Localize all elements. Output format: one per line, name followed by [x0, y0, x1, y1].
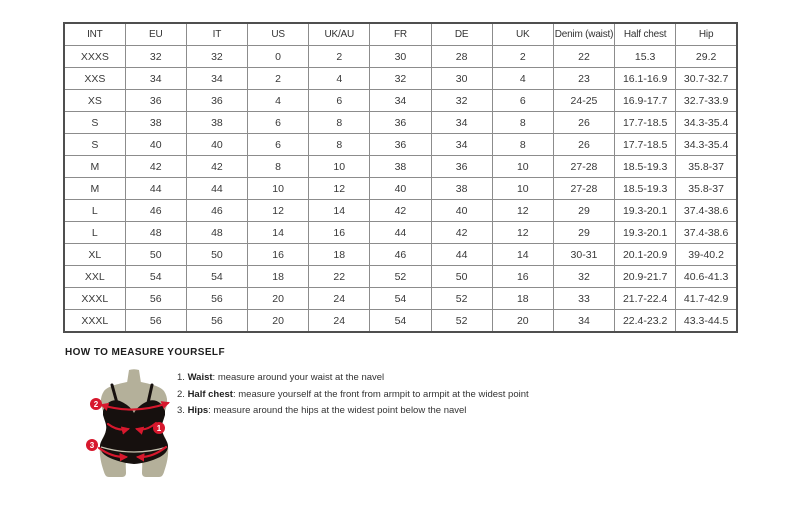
size-cell: 6 — [309, 90, 370, 112]
size-cell: 10 — [492, 178, 553, 200]
instruction-line — [177, 371, 657, 388]
table-row — [64, 90, 737, 112]
badge-half-chest — [90, 398, 102, 410]
size-cell: 15.3 — [615, 46, 676, 68]
size-cell: 56 — [186, 288, 247, 310]
size-cell: 35.8-37 — [676, 156, 737, 178]
size-cell: 26 — [553, 112, 614, 134]
mannequin-neck — [127, 369, 141, 383]
size-cell: XXS — [64, 68, 125, 90]
size-cell: 40.6-41.3 — [676, 266, 737, 288]
size-cell: 34 — [431, 112, 492, 134]
size-cell: 16 — [309, 222, 370, 244]
size-cell: 18.5-19.3 — [615, 156, 676, 178]
size-cell: 30 — [431, 68, 492, 90]
size-cell: 30-31 — [553, 244, 614, 266]
size-cell: 50 — [125, 244, 186, 266]
size-cell: 36 — [370, 134, 431, 156]
table-row — [64, 266, 737, 288]
column-header: Hip — [676, 23, 737, 46]
size-cell: 18 — [309, 244, 370, 266]
table-row — [64, 244, 737, 266]
table-body — [64, 46, 737, 333]
size-cell: 54 — [125, 266, 186, 288]
size-cell: 40 — [186, 134, 247, 156]
size-cell: 20.9-21.7 — [615, 266, 676, 288]
size-cell: 18.5-19.3 — [615, 178, 676, 200]
badge-hips — [86, 439, 98, 451]
size-cell: 42 — [370, 200, 431, 222]
size-cell: L — [64, 200, 125, 222]
column-header: US — [248, 23, 309, 46]
size-cell: 22 — [553, 46, 614, 68]
instruction-number: 3. — [177, 405, 188, 416]
size-cell: 20 — [492, 310, 553, 333]
size-cell: XXXS — [64, 46, 125, 68]
size-cell: 38 — [431, 178, 492, 200]
size-cell: 10 — [309, 156, 370, 178]
table-row — [64, 134, 737, 156]
table-row — [64, 68, 737, 90]
size-cell: 12 — [492, 200, 553, 222]
table-row — [64, 112, 737, 134]
size-cell: 38 — [186, 112, 247, 134]
size-cell: 48 — [125, 222, 186, 244]
instruction-text: : measure around your waist at the navel — [212, 372, 385, 383]
column-header: EU — [125, 23, 186, 46]
size-cell: 44 — [186, 178, 247, 200]
size-cell: 42 — [431, 222, 492, 244]
size-cell: 52 — [431, 310, 492, 333]
size-cell: 54 — [370, 310, 431, 333]
size-cell: S — [64, 134, 125, 156]
size-cell: 36 — [186, 90, 247, 112]
size-cell: 32 — [431, 90, 492, 112]
size-cell: 16 — [492, 266, 553, 288]
svg-text:3: 3 — [89, 441, 95, 450]
size-cell: 39-40.2 — [676, 244, 737, 266]
size-cell: M — [64, 178, 125, 200]
size-cell: 52 — [431, 288, 492, 310]
size-cell: 29 — [553, 200, 614, 222]
size-cell: 4 — [309, 68, 370, 90]
size-cell: 20.1-20.9 — [615, 244, 676, 266]
instruction-text: : measure around the hips at the widest point below the navel — [208, 405, 467, 416]
size-cell: 6 — [248, 112, 309, 134]
size-cell: XXL — [64, 266, 125, 288]
size-cell: 32 — [370, 68, 431, 90]
column-header: INT — [64, 23, 125, 46]
column-header: UK — [492, 23, 553, 46]
size-cell: 36 — [431, 156, 492, 178]
size-cell: 6 — [492, 90, 553, 112]
size-cell: 19.3-20.1 — [615, 200, 676, 222]
instruction-number: 2. — [177, 388, 188, 400]
instruction-text: : measure yourself at the front from armpit to armpit at the widest point — [232, 388, 529, 400]
size-cell: 46 — [186, 200, 247, 222]
size-cell: 26 — [553, 134, 614, 156]
size-cell: 44 — [431, 244, 492, 266]
size-cell: 18 — [248, 266, 309, 288]
table-row — [64, 222, 737, 244]
column-header: FR — [370, 23, 431, 46]
size-cell: 10 — [248, 178, 309, 200]
size-cell: 43.3-44.5 — [676, 310, 737, 333]
size-cell: 24 — [309, 310, 370, 333]
table-row — [64, 156, 737, 178]
size-cell: 50 — [431, 266, 492, 288]
measure-heading: HOW TO MEASURE YOURSELF — [65, 347, 225, 358]
size-cell: 32 — [125, 46, 186, 68]
size-cell: 42 — [186, 156, 247, 178]
size-cell: 46 — [370, 244, 431, 266]
size-cell: 37.4-38.6 — [676, 200, 737, 222]
size-cell: 14 — [309, 200, 370, 222]
column-header: UK/AU — [309, 23, 370, 46]
size-cell: 21.7-22.4 — [615, 288, 676, 310]
size-cell: 2 — [492, 46, 553, 68]
size-cell: 0 — [248, 46, 309, 68]
size-cell: 34 — [186, 68, 247, 90]
column-header: IT — [186, 23, 247, 46]
size-cell: 32 — [553, 266, 614, 288]
size-cell: 44 — [370, 222, 431, 244]
size-cell: 30.7-32.7 — [676, 68, 737, 90]
size-cell: 28 — [431, 46, 492, 68]
size-cell: 27-28 — [553, 156, 614, 178]
size-cell: 38 — [370, 156, 431, 178]
size-cell: 4 — [492, 68, 553, 90]
size-cell: 34 — [125, 68, 186, 90]
size-cell: 17.7-18.5 — [615, 134, 676, 156]
size-cell: 37.4-38.6 — [676, 222, 737, 244]
size-cell: 24 — [309, 288, 370, 310]
size-cell: 32 — [186, 46, 247, 68]
size-cell: 36 — [370, 112, 431, 134]
size-cell: 2 — [309, 46, 370, 68]
size-cell: 23 — [553, 68, 614, 90]
size-cell: 19.3-20.1 — [615, 222, 676, 244]
size-cell: 2 — [248, 68, 309, 90]
size-cell: 8 — [492, 112, 553, 134]
size-cell: 6 — [248, 134, 309, 156]
size-cell: 29 — [553, 222, 614, 244]
size-cell: 16.9-17.7 — [615, 90, 676, 112]
size-cell: 18 — [492, 288, 553, 310]
size-cell: XS — [64, 90, 125, 112]
svg-text:2: 2 — [93, 400, 99, 409]
size-cell: 24-25 — [553, 90, 614, 112]
instruction-number: 1. — [177, 372, 188, 383]
size-cell: 34.3-35.4 — [676, 112, 737, 134]
size-cell: 42 — [125, 156, 186, 178]
size-cell: 56 — [186, 310, 247, 333]
column-header: Denim (waist) — [553, 23, 614, 46]
size-cell: 16 — [248, 244, 309, 266]
measure-instructions — [177, 371, 657, 421]
size-cell: 20 — [248, 310, 309, 333]
size-cell: 54 — [370, 288, 431, 310]
instruction-label: Half chest — [187, 388, 233, 400]
size-cell: 56 — [125, 310, 186, 333]
size-cell: 41.7-42.9 — [676, 288, 737, 310]
table-row — [64, 178, 737, 200]
size-cell: 14 — [492, 244, 553, 266]
size-cell: XXXL — [64, 310, 125, 333]
size-cell: 40 — [125, 134, 186, 156]
size-cell: 22.4-23.2 — [615, 310, 676, 333]
size-cell: 10 — [492, 156, 553, 178]
badge-waist — [153, 422, 165, 434]
header-row — [64, 23, 737, 46]
size-cell: 34 — [370, 90, 431, 112]
size-cell: XL — [64, 244, 125, 266]
size-cell: L — [64, 222, 125, 244]
size-cell: 54 — [186, 266, 247, 288]
size-cell: 14 — [248, 222, 309, 244]
size-cell: 12 — [248, 200, 309, 222]
instruction-line — [177, 404, 657, 421]
size-cell: 35.8-37 — [676, 178, 737, 200]
column-header: Half chest — [615, 23, 676, 46]
size-cell: 16.1-16.9 — [615, 68, 676, 90]
size-cell: 30 — [370, 46, 431, 68]
size-cell: 12 — [492, 222, 553, 244]
size-cell: 50 — [186, 244, 247, 266]
column-header: DE — [431, 23, 492, 46]
table-row — [64, 200, 737, 222]
size-chart-head — [64, 23, 737, 46]
size-cell: 48 — [186, 222, 247, 244]
table-row — [64, 46, 737, 68]
table-row — [64, 310, 737, 333]
size-cell: 22 — [309, 266, 370, 288]
size-cell: 46 — [125, 200, 186, 222]
size-cell: 44 — [125, 178, 186, 200]
size-cell: 40 — [431, 200, 492, 222]
size-cell: 17.7-18.5 — [615, 112, 676, 134]
size-cell: 4 — [248, 90, 309, 112]
size-cell: 52 — [370, 266, 431, 288]
size-chart-table — [63, 22, 738, 333]
size-cell: 40 — [370, 178, 431, 200]
size-cell: 34 — [553, 310, 614, 333]
svg-text:1: 1 — [156, 424, 162, 433]
size-cell: 12 — [309, 178, 370, 200]
size-cell: 8 — [248, 156, 309, 178]
size-cell: 56 — [125, 288, 186, 310]
size-cell: 20 — [248, 288, 309, 310]
size-cell: 8 — [309, 112, 370, 134]
size-cell: 29.2 — [676, 46, 737, 68]
instruction-label: Waist — [187, 372, 213, 383]
size-cell: 8 — [492, 134, 553, 156]
size-cell: M — [64, 156, 125, 178]
size-cell: 32.7-33.9 — [676, 90, 737, 112]
size-cell: 27-28 — [553, 178, 614, 200]
size-cell: 38 — [125, 112, 186, 134]
size-cell: XXXL — [64, 288, 125, 310]
size-cell: 34 — [431, 134, 492, 156]
table-row — [64, 288, 737, 310]
size-cell: 34.3-35.4 — [676, 134, 737, 156]
size-cell: 36 — [125, 90, 186, 112]
size-cell: 33 — [553, 288, 614, 310]
size-cell: 8 — [309, 134, 370, 156]
instruction-label: Hips — [187, 405, 209, 416]
size-cell: S — [64, 112, 125, 134]
instruction-line — [177, 388, 657, 405]
